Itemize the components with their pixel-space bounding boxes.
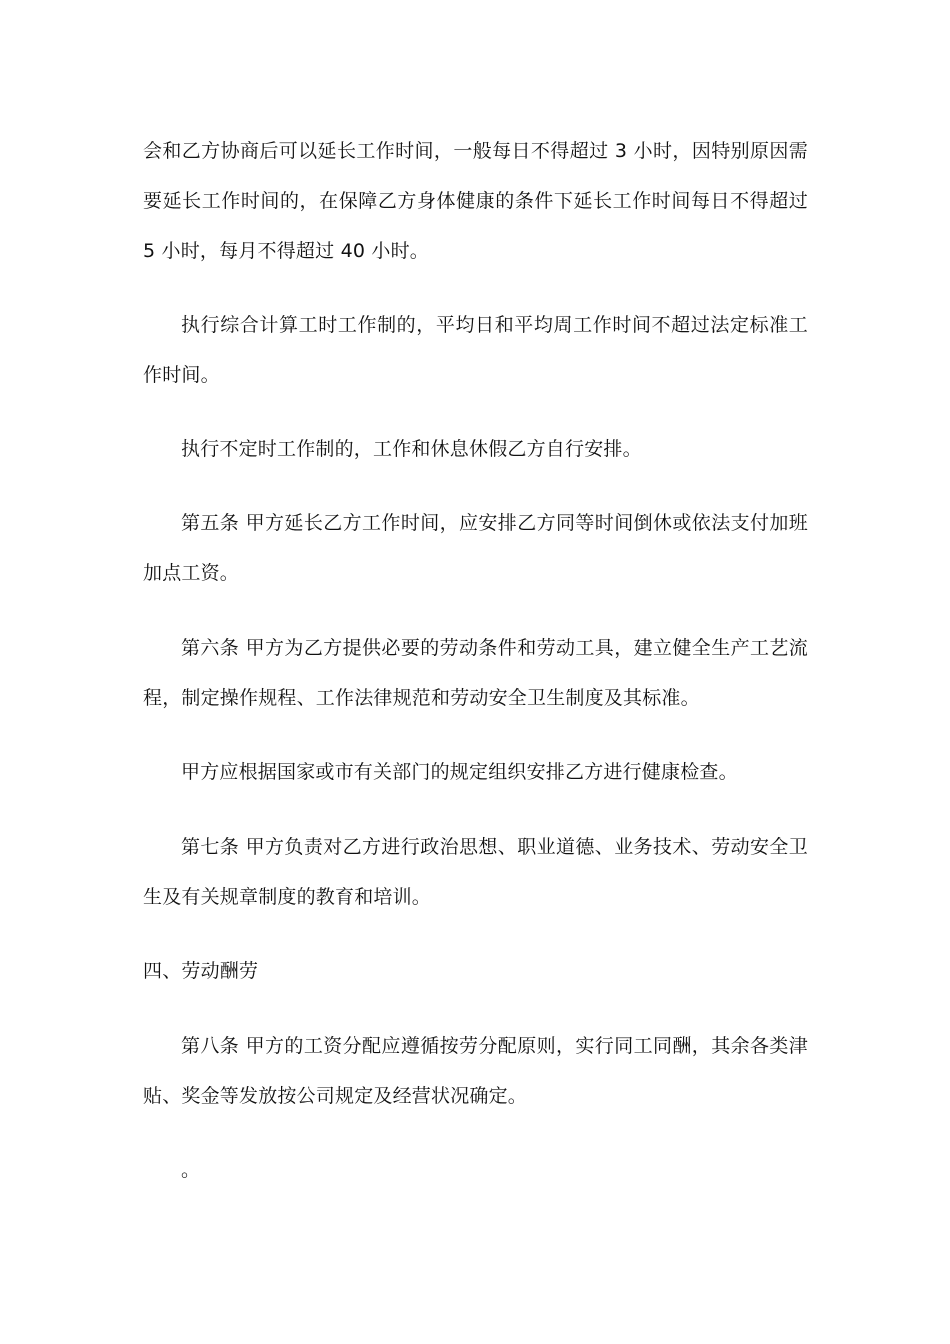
paragraph-flexible-hours: 执行不定时工作制的，工作和休息休假乙方自行安排。 [181,438,642,460]
paragraph-overtime-limits: 会和乙方协商后可以延长工作时间，一般每日不得超过 3 小时，因特别原因需要延长工作时间的，在保障乙方身体健康的条件下延长工作时间每日不得超过 5 小时，每月不得超过 40 小时。 [143,140,808,262]
paragraph-article-7: 第七条 甲方负责对乙方进行政治思想、职业道德、业务技术、劳动安全卫生及有关规章制度的教育和培训。 [143,836,808,908]
paragraph-health-check: 甲方应根据国家或市有关部门的规定组织安排乙方进行健康检查。 [181,761,738,783]
paragraph-article-6: 第六条 甲方为乙方提供必要的劳动条件和劳动工具，建立健全生产工艺流程，制定操作规程、工作法律规范和劳动安全卫生制度及其标准。 [143,637,808,709]
paragraph-article-5: 第五条 甲方延长乙方工作时间，应安排乙方同等时间倒休或依法支付加班加点工资。 [143,512,808,584]
paragraph-comprehensive-hours: 执行综合计算工时工作制的，平均日和平均周工作时间不超过法定标准工作时间。 [143,314,808,386]
paragraph-article-8: 第八条 甲方的工资分配应遵循按劳分配原则，实行同工同酬，其余各类津贴、奖金等发放按公司规定及经营状况确定。 [143,1035,808,1107]
section-heading-labor-pay: 四、劳动酬劳 [143,960,259,982]
paragraph-trailing-mark: 。 [181,1159,201,1181]
